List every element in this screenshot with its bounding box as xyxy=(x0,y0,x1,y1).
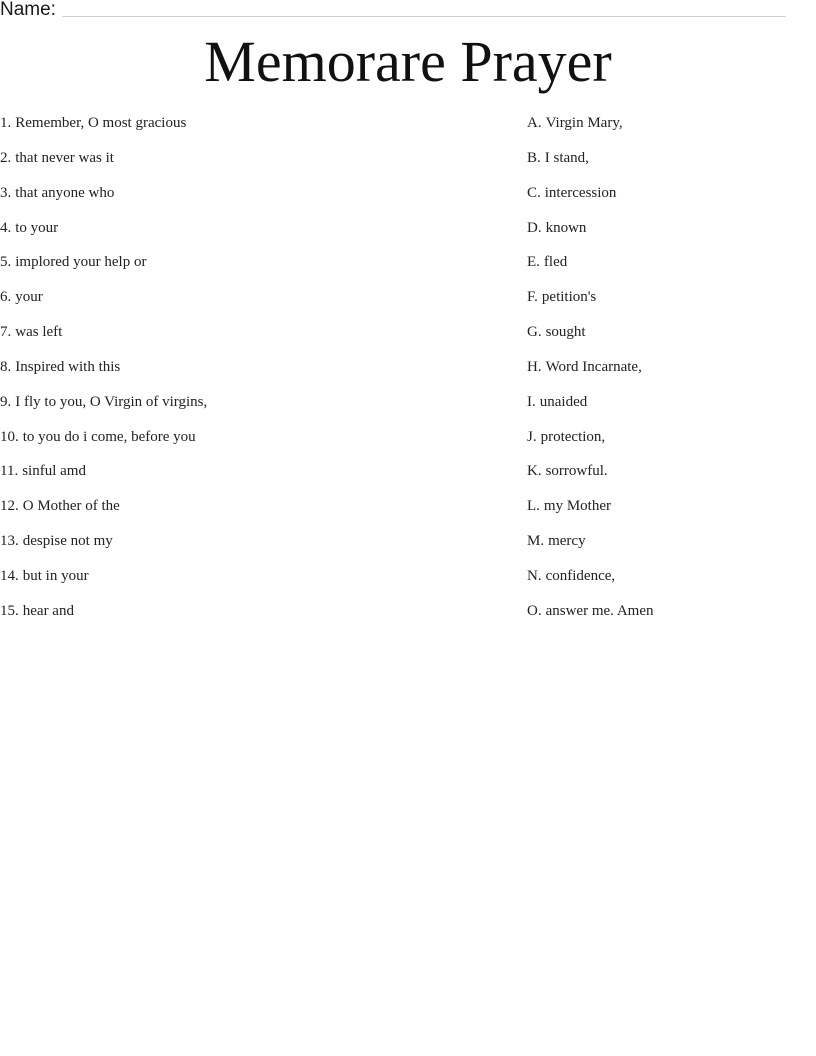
answer-letter: D. xyxy=(527,219,542,236)
answer-text: answer me. Amen xyxy=(545,602,654,619)
answer-letter: G. xyxy=(527,324,542,341)
answer-text: confidence, xyxy=(545,567,616,584)
answer-letter: F. xyxy=(527,289,538,306)
prompt-text: to you do i come, before you xyxy=(22,428,196,445)
prompt-number: 9. xyxy=(0,393,12,410)
answer-text: sought xyxy=(545,324,586,341)
answer-text: mercy xyxy=(548,533,586,550)
prompt-text: O Mother of the xyxy=(22,498,120,515)
answer-text: I stand, xyxy=(544,149,589,166)
prompt-text: despise not my xyxy=(22,533,113,550)
answer-text: my Mother xyxy=(543,498,611,515)
prompt-number: 1. xyxy=(0,115,12,131)
answer-letter: E. xyxy=(527,254,540,271)
prompt-number: 12. xyxy=(0,498,19,515)
prompt-item xyxy=(0,427,500,462)
prompt-number: 8. xyxy=(0,358,12,375)
answer-item xyxy=(527,427,807,462)
prompt-text: was left xyxy=(15,324,63,341)
answer-letter: B. xyxy=(527,149,541,166)
prompt-number: 2. xyxy=(0,149,12,166)
prompt-item xyxy=(0,461,500,496)
answer-item xyxy=(527,113,807,148)
answer-letter: I. xyxy=(527,393,536,410)
answer-item xyxy=(527,183,807,218)
prompt-text: that never was it xyxy=(15,149,114,166)
prompt-text: but in your xyxy=(22,567,89,584)
prompt-text: sinful amd xyxy=(22,463,86,480)
answer-item xyxy=(527,357,807,392)
page-title: Memorare Prayer xyxy=(204,29,612,94)
prompt-number: 5. xyxy=(0,254,12,271)
answer-item xyxy=(527,322,807,357)
prompt-number: 4. xyxy=(0,219,12,236)
name-blank-line[interactable] xyxy=(62,16,786,17)
answer-text: unaided xyxy=(539,393,588,410)
answer-item xyxy=(527,392,807,427)
answer-text: known xyxy=(545,219,587,236)
prompt-number: 10. xyxy=(0,428,19,445)
prompt-number: 15. xyxy=(0,602,19,619)
answer-item xyxy=(527,148,807,183)
name-label: Name: xyxy=(0,0,56,20)
prompt-item xyxy=(0,531,500,566)
prompt-text: I fly to you, O Virgin of virgins, xyxy=(15,393,208,410)
prompt-number: 13. xyxy=(0,533,19,550)
answer-text: protection, xyxy=(540,428,606,445)
answer-item xyxy=(527,218,807,253)
answer-item xyxy=(527,496,807,531)
prompt-item xyxy=(0,496,500,531)
prompt-text: implored your help or xyxy=(15,254,147,271)
prompt-item xyxy=(0,252,500,287)
answer-item xyxy=(527,287,807,322)
prompt-list xyxy=(0,113,500,636)
answer-text: fled xyxy=(543,254,568,271)
prompt-item xyxy=(0,218,500,253)
prompt-item xyxy=(0,392,500,427)
answer-item xyxy=(527,601,807,636)
prompt-text: Remember, O most gracious xyxy=(15,115,187,131)
prompt-text: your xyxy=(15,289,43,306)
prompt-number: 11. xyxy=(0,463,19,480)
prompt-text: hear and xyxy=(22,602,74,619)
prompt-item xyxy=(0,287,500,322)
answer-letter: O. xyxy=(527,602,542,619)
answer-text: sorrowful. xyxy=(545,463,608,480)
prompt-number: 7. xyxy=(0,324,12,341)
name-row xyxy=(0,0,790,22)
answer-text: petition's xyxy=(541,289,597,306)
answer-item xyxy=(527,566,807,601)
answer-list xyxy=(527,113,807,636)
prompt-item xyxy=(0,601,500,636)
prompt-number: 3. xyxy=(0,184,12,201)
answer-letter: C. xyxy=(527,184,541,201)
prompt-item xyxy=(0,148,500,183)
prompt-text: that anyone who xyxy=(15,184,115,201)
answer-letter: L. xyxy=(527,498,540,515)
answer-text: Virgin Mary, xyxy=(545,115,623,131)
prompt-number: 6. xyxy=(0,289,12,306)
answer-letter: A. xyxy=(527,115,542,131)
prompt-number: 14. xyxy=(0,567,19,584)
answer-item xyxy=(527,531,807,566)
prompt-item xyxy=(0,113,500,148)
answer-text: Word Incarnate, xyxy=(545,358,642,375)
prompt-item xyxy=(0,322,500,357)
answer-letter: K. xyxy=(527,463,542,480)
answer-letter: J. xyxy=(527,428,537,445)
answer-letter: H. xyxy=(527,358,542,375)
prompt-item xyxy=(0,566,500,601)
answer-item xyxy=(527,252,807,287)
prompt-text: Inspired with this xyxy=(15,358,121,375)
answer-letter: N. xyxy=(527,567,542,584)
prompt-text: to your xyxy=(15,219,59,236)
answer-text: intercession xyxy=(544,184,617,201)
answer-letter: M. xyxy=(527,533,545,550)
prompt-item xyxy=(0,357,500,392)
prompt-item xyxy=(0,183,500,218)
answer-item xyxy=(527,461,807,496)
